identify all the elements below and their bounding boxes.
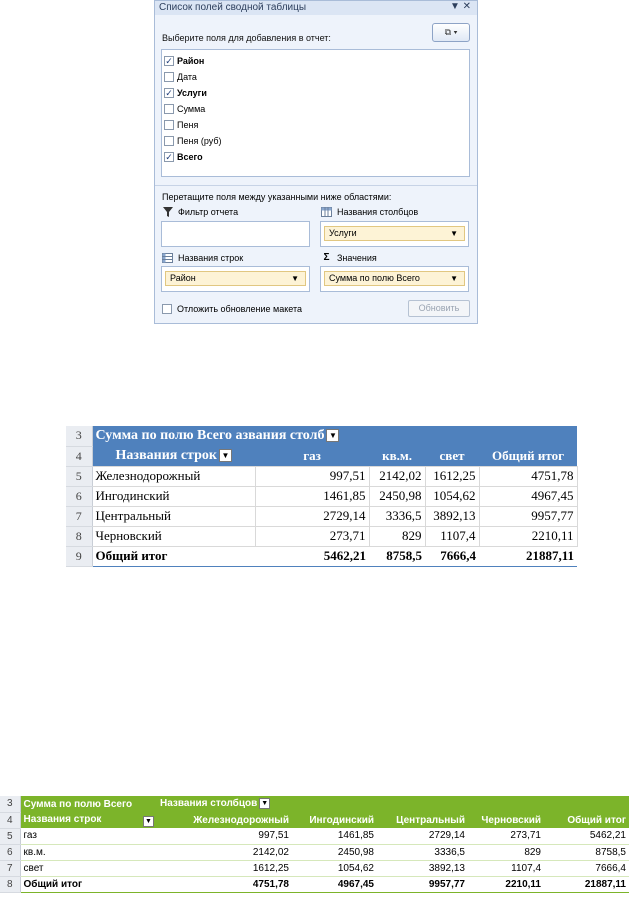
- value-cell[interactable]: 1461,85: [255, 486, 369, 506]
- value-cell[interactable]: 1461,85: [292, 828, 377, 844]
- values-header-cell: Сумма по полю Всего: [20, 796, 157, 812]
- row-number: 5: [66, 466, 92, 486]
- row-number: 4: [66, 446, 92, 466]
- panel-title: Список полей сводной таблицы: [159, 2, 307, 13]
- filter-drop-area[interactable]: [161, 221, 310, 247]
- pivot-table-rows-by-district: [66, 426, 577, 567]
- total-cell[interactable]: 4751,78: [157, 876, 292, 892]
- columns-area-label: Названия столбцов: [321, 207, 418, 217]
- value-cell[interactable]: 2142,02: [369, 466, 425, 486]
- value-cell[interactable]: 1107,4: [425, 526, 479, 546]
- columns-field-pill[interactable]: Услуги ▼: [324, 226, 465, 241]
- columns-header-label: азвания столб: [235, 428, 325, 443]
- value-cell[interactable]: 2142,02: [157, 844, 292, 860]
- value-cell[interactable]: 4967,45: [479, 486, 577, 506]
- value-cell[interactable]: 1612,25: [157, 860, 292, 876]
- pivot-column-header-row: [0, 812, 629, 828]
- row-label[interactable]: кв.м.: [20, 844, 157, 860]
- field-checkbox[interactable]: [164, 120, 174, 130]
- chevron-down-icon[interactable]: ▼: [291, 274, 299, 283]
- value-cell[interactable]: 2210,11: [479, 526, 577, 546]
- table-row: [0, 828, 629, 844]
- drag-fields-prompt: Перетащите поля между указанными ниже областями:: [162, 192, 392, 202]
- total-label[interactable]: Общий итог: [20, 876, 157, 892]
- field-item[interactable]: [164, 85, 467, 101]
- value-cell[interactable]: 8758,5: [544, 844, 629, 860]
- column-header: свет: [425, 446, 479, 466]
- row-number: 3: [66, 426, 92, 446]
- value-cell[interactable]: 7666,4: [544, 860, 629, 876]
- chevron-down-icon[interactable]: ▼: [450, 229, 458, 238]
- field-checkbox[interactable]: [164, 72, 174, 82]
- field-item[interactable]: [164, 101, 467, 117]
- field-checkbox[interactable]: ✓: [165, 152, 173, 162]
- columns-drop-area[interactable]: [320, 221, 469, 247]
- field-label: Район: [177, 56, 205, 66]
- value-cell[interactable]: 3336,5: [377, 844, 468, 860]
- value-cell[interactable]: 1612,25: [425, 466, 479, 486]
- sigma-icon: Σ: [323, 252, 330, 263]
- row-label[interactable]: свет: [20, 860, 157, 876]
- field-item[interactable]: [164, 117, 467, 133]
- field-item[interactable]: [164, 69, 467, 85]
- value-cell[interactable]: 2729,14: [377, 828, 468, 844]
- field-checkbox[interactable]: [164, 136, 174, 146]
- value-cell[interactable]: 3336,5: [369, 506, 425, 526]
- row-label[interactable]: газ: [20, 828, 157, 844]
- field-label: Пеня: [177, 120, 199, 130]
- value-cell[interactable]: 1054,62: [292, 860, 377, 876]
- defer-update-checkbox[interactable]: [162, 304, 172, 314]
- value-cell[interactable]: 997,51: [255, 466, 369, 486]
- panel-title-bar: [155, 1, 477, 15]
- defer-layout-update[interactable]: Отложить обновление макета: [162, 304, 302, 314]
- field-label: Услуги: [177, 88, 207, 98]
- columns-header-cell: Названия столбцов ▼: [157, 796, 292, 812]
- value-cell[interactable]: 2450,98: [292, 844, 377, 860]
- row-label[interactable]: Ингодинский: [92, 486, 255, 506]
- field-item[interactable]: [164, 53, 467, 69]
- value-cell[interactable]: 273,71: [468, 828, 544, 844]
- value-cell[interactable]: 997,51: [157, 828, 292, 844]
- row-label[interactable]: Черновский: [92, 526, 255, 546]
- total-cell[interactable]: 21887,11: [479, 546, 577, 566]
- total-cell[interactable]: 2210,11: [468, 876, 544, 892]
- filter-icon: [162, 207, 173, 217]
- field-label: Всего: [177, 152, 203, 162]
- column-filter-dropdown-icon[interactable]: ▼: [259, 798, 270, 809]
- pivot-column-header-row: [66, 446, 577, 466]
- field-label: Сумма: [177, 104, 206, 114]
- row-number: 5: [0, 828, 20, 844]
- grand-total-row: [66, 546, 577, 566]
- row-label[interactable]: Железнодорожный: [92, 466, 255, 486]
- table-row: [66, 526, 577, 546]
- field-label: Дата: [177, 72, 197, 82]
- pivot-header-row: [66, 426, 577, 446]
- row-number: 6: [66, 486, 92, 506]
- field-checkbox[interactable]: ✓: [165, 56, 173, 66]
- total-cell[interactable]: 8758,5: [369, 546, 425, 566]
- field-checkbox[interactable]: [164, 104, 174, 114]
- value-cell[interactable]: 9957,77: [479, 506, 577, 526]
- pivot-header-row: [0, 796, 629, 812]
- row-filter-dropdown-icon[interactable]: ▼: [143, 816, 154, 827]
- row-number: 6: [0, 844, 20, 860]
- row-filter-dropdown-icon[interactable]: ▼: [219, 449, 232, 462]
- values-field-pill[interactable]: Сумма по полю Всего ▼: [324, 271, 465, 286]
- rows-icon: [162, 253, 173, 263]
- column-header: Общий итог: [544, 812, 629, 828]
- column-filter-dropdown-icon[interactable]: ▼: [326, 429, 339, 442]
- column-header: Общий итог: [479, 446, 577, 466]
- value-cell[interactable]: 829: [369, 526, 425, 546]
- row-number: 8: [0, 876, 20, 892]
- values-drop-area[interactable]: [320, 266, 469, 292]
- values-header-cell: Сумма по полю Всего азвания столб ▼: [92, 426, 369, 446]
- total-cell[interactable]: 4967,45: [292, 876, 377, 892]
- column-header: Центральный: [377, 812, 468, 828]
- row-label[interactable]: Центральный: [92, 506, 255, 526]
- field-checklist: [161, 49, 470, 177]
- field-label: Пеня (руб): [177, 136, 222, 146]
- choose-fields-prompt: Выберите поля для добавления в отчет:: [162, 33, 331, 43]
- layout-options-button[interactable]: ⧉ ▾: [432, 23, 470, 42]
- table-row: [66, 506, 577, 526]
- value-cell[interactable]: 273,71: [255, 526, 369, 546]
- column-header: газ: [255, 446, 369, 466]
- column-header: Железнодорожный: [157, 812, 292, 828]
- rows-drop-area[interactable]: [161, 266, 310, 292]
- total-label[interactable]: Общий итог: [92, 546, 255, 566]
- value-cell[interactable]: 2450,98: [369, 486, 425, 506]
- total-cell[interactable]: 9957,77: [377, 876, 468, 892]
- value-cell[interactable]: 3892,13: [377, 860, 468, 876]
- rows-area-label: Названия строк: [162, 253, 243, 263]
- values-area-label: Σ Значения: [321, 253, 377, 263]
- column-header: Ингодинский: [292, 812, 377, 828]
- row-number: 7: [66, 506, 92, 526]
- column-header: кв.м.: [369, 446, 425, 466]
- field-item[interactable]: [164, 149, 467, 165]
- field-checkbox[interactable]: ✓: [165, 88, 173, 98]
- divider: [155, 185, 477, 186]
- row-number: 8: [66, 526, 92, 546]
- table-row: [66, 466, 577, 486]
- value-cell[interactable]: 829: [468, 844, 544, 860]
- value-cell[interactable]: 1107,4: [468, 860, 544, 876]
- value-cell[interactable]: 4751,78: [479, 466, 577, 486]
- row-number: 7: [0, 860, 20, 876]
- table-row: [0, 860, 629, 876]
- value-cell[interactable]: 2729,14: [255, 506, 369, 526]
- columns-icon: [321, 207, 332, 217]
- row-number: 3: [0, 796, 20, 812]
- pivot-table-rows-by-service: [0, 796, 629, 893]
- value-cell[interactable]: 1054,62: [425, 486, 479, 506]
- field-item[interactable]: [164, 133, 467, 149]
- total-cell[interactable]: 7666,4: [425, 546, 479, 566]
- row-number: 4: [0, 812, 20, 828]
- grand-total-row: [0, 876, 629, 892]
- value-cell[interactable]: 3892,13: [425, 506, 479, 526]
- rows-header-cell: Названия строк ▼: [92, 446, 255, 466]
- total-cell[interactable]: 5462,21: [255, 546, 369, 566]
- total-cell[interactable]: 21887,11: [544, 876, 629, 892]
- update-button[interactable]: Обновить: [408, 300, 470, 317]
- pivot-field-list-panel: [154, 0, 478, 324]
- row-number: 9: [66, 546, 92, 566]
- chevron-down-icon[interactable]: ▼: [450, 274, 458, 283]
- table-row: [66, 486, 577, 506]
- filter-area-label: Фильтр отчета: [162, 207, 238, 217]
- panel-window-controls[interactable]: ▼ ✕: [449, 1, 471, 12]
- table-row: [0, 844, 629, 860]
- value-cell[interactable]: 5462,21: [544, 828, 629, 844]
- rows-header-cell: Названия строк ▼: [20, 812, 157, 828]
- column-header: Черновский: [468, 812, 544, 828]
- rows-field-pill[interactable]: Район ▼: [165, 271, 306, 286]
